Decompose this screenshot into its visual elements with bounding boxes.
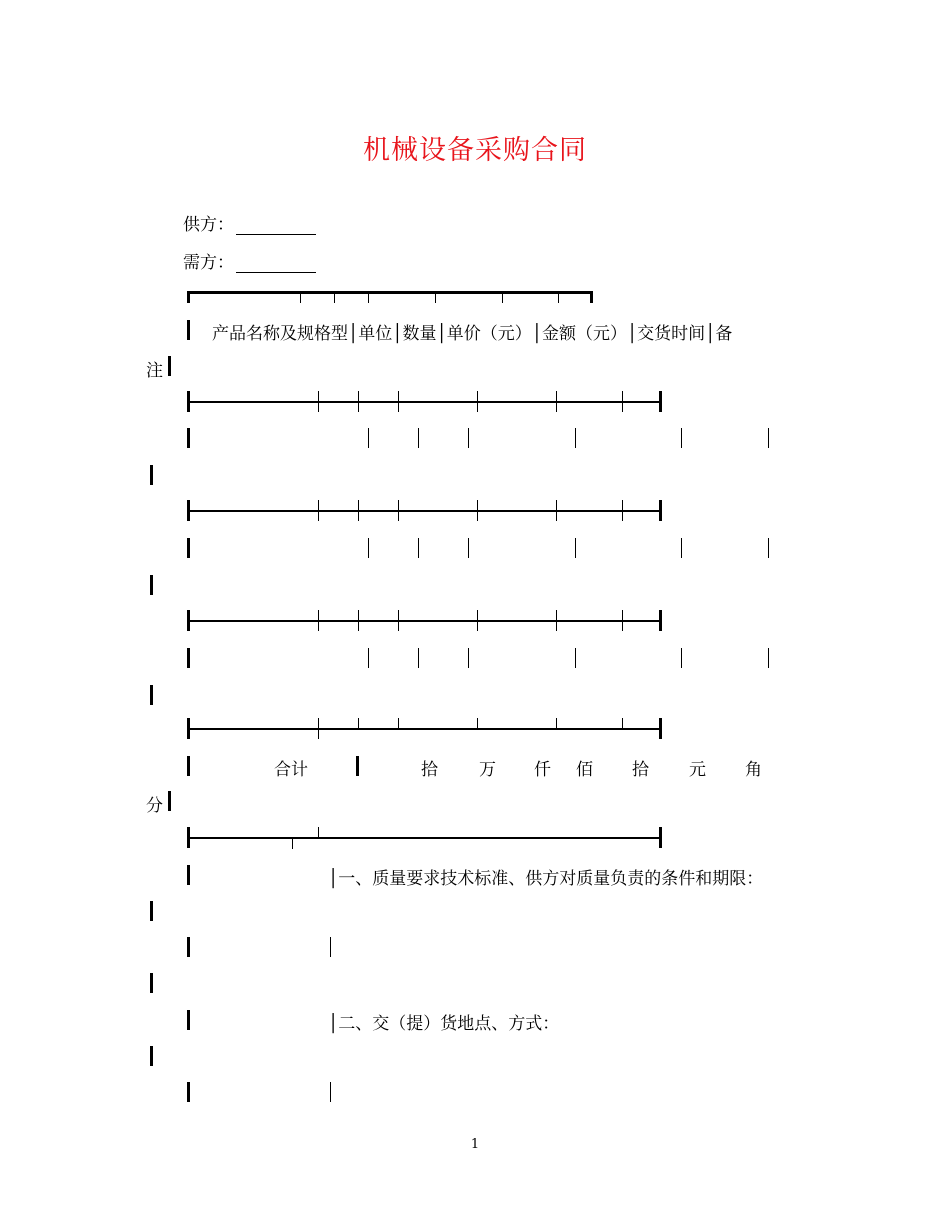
total-label: 合计 [274,760,308,780]
buyer-label: 需方： [183,253,234,273]
header-left-bar [187,320,190,340]
total-wrap: 分 [146,796,163,816]
buyer-line [183,248,316,273]
table-header-wrap: 注 [146,361,163,381]
buyer-blank [236,254,316,273]
total-unit: 拾 [632,760,649,780]
table-header: 产品名称及规格型│单位│数量│单价（元）│金额（元）│交货时间│备 [212,324,733,344]
header-wrap-bar [168,356,171,376]
document-title: 机械设备采购合同 [363,135,587,166]
supplier-label: 供方： [183,215,234,235]
total-unit: 拾 [421,760,438,780]
supplier-line [183,210,316,235]
total-unit: 元 [689,760,706,780]
clause-text: │二、交（提）货地点、方式： [328,1014,560,1034]
page-number: 1 [470,1137,480,1152]
supplier-blank [236,216,316,235]
clause-text: │一、质量要求技术标准、供方对质量负责的条件和期限： [328,869,764,889]
total-unit: 万 [479,760,496,780]
total-unit: 仟 [534,760,551,780]
total-unit: 角 [745,760,762,780]
total-unit: 佰 [576,760,593,780]
